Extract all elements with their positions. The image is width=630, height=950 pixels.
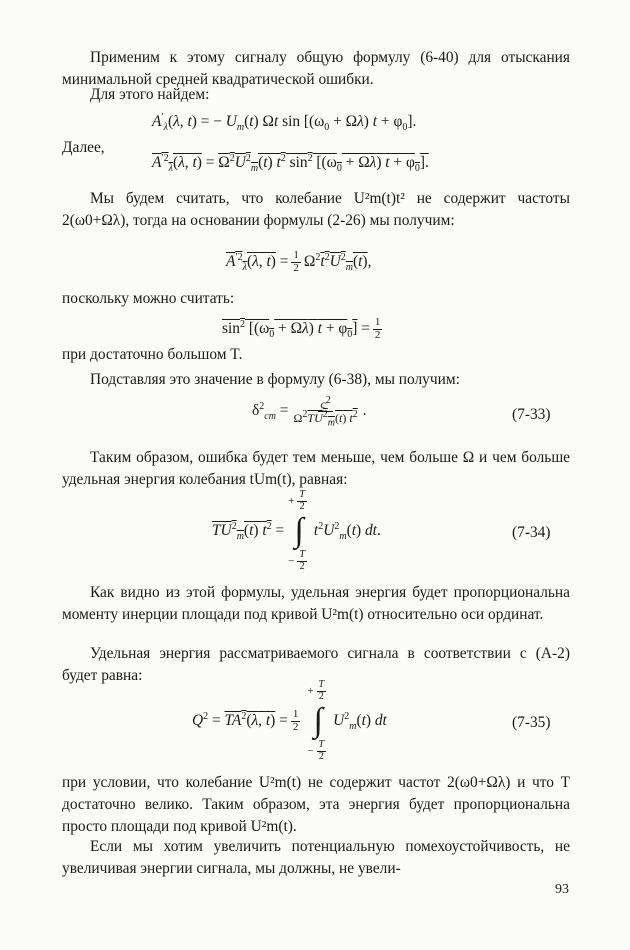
paragraph-7: Подставляя это значение в формулу (6-38), мы получим: xyxy=(90,371,460,388)
equation-7: $Q^2 = TA^2(\lambda$, t) = $\frac{1}{2}$ + $\frac{T}{2}$ ∫ − $\frac{T}{2}$ $U^2_m(t)$ dt xyxy=(192,679,387,762)
paragraph-4: Мы будем считать, что колебание U²m(t)t² не содержит частоты 2(ω0+Ωλ), тогда на основании формулы (2-26) мы получим: xyxy=(62,190,570,229)
equation-7-number: (7-35) xyxy=(512,714,551,731)
paragraph-10: Удельная энергия рассматриваемого сигнала в соответствии с (А-2) будет равна: xyxy=(62,645,570,684)
paragraph-2: Для этого найдем: xyxy=(90,86,210,103)
equation-1: $A'_\lambda(\lambda$, t) = − $U_m(t)$ Ωt $\sin [(\omega_0 + \Omega\lambda) t + \varphi_0]$. xyxy=(152,111,417,134)
integral-sign-2: + $\frac{T}{2}$ ∫ − $\frac{T}{2}$ xyxy=(307,679,325,762)
paragraph-9: Как видно из этой формулы, удельная энергия будет пропорциональна моменту инерции площади под кривой U²m(t) относительно оси ординат. xyxy=(62,584,570,623)
paragraph-6: при достаточно большом T. xyxy=(62,346,243,363)
paragraph-8: Таким образом, ошибка будет тем меньше, чем больше Ω и чем больше удельная энергия колебания tUm(t), равная: xyxy=(62,449,570,488)
equation-3: $A^{'2}_\lambda(\lambda$, t) = $\frac{1}{2}$ $\Omega^2t^2U^2_m(t)$, xyxy=(226,249,372,274)
paragraph-11: при условии, что колебание U²m(t) не содержит частот 2(ω0+Ωλ) и что T достаточно велико. Таким образом, эта энергия будет пропорциональна просто площади под кривой U²m(t). xyxy=(62,774,570,835)
equation-6: $TU^2_m(t)$ $t^2$ = + $\frac{T}{2}$ ∫ − $\frac{T}{2}$ $t^2U^2_m(t)$ dt. xyxy=(212,489,381,572)
equation-5-number: (7-33) xyxy=(512,406,551,423)
equation-5: $\delta^2_{cm}$ = $\frac{c^2}{\Omega^2TU^2_m(t) t^2}$ . xyxy=(252,395,367,428)
integral-sign: + $\frac{T}{2}$ ∫ − $\frac{T}{2}$ xyxy=(288,489,305,572)
paragraph-3: Далее, xyxy=(62,139,105,156)
paragraph-1: Применим к этому сигналу общую формулу (6-40) для отыскания минимальной средней квадратической ошибки. xyxy=(62,49,570,88)
equation-2: $A^{'2}_\lambda(\lambda$, $t) = \Omega^2U^2_m(t)$ $t^2$ $\sin^2 [(\omega_0 + \Omega\lambda) t + \varphi_0]$. xyxy=(152,152,429,175)
paragraph-12: Если мы хотим увеличить потенциальную помехоустойчивость, не увеличивая энергии сигнала, мы должны, не увели- xyxy=(62,838,570,877)
equation-6-number: (7-34) xyxy=(512,524,551,541)
paragraph-5: поскольку можно считать: xyxy=(62,290,235,307)
equation-4: $\sin^2 [(\omega_0 + \Omega\lambda) t + \varphi_0]$ = $\frac{1}{2}$ xyxy=(222,316,381,341)
page-number: 93 xyxy=(555,882,569,897)
